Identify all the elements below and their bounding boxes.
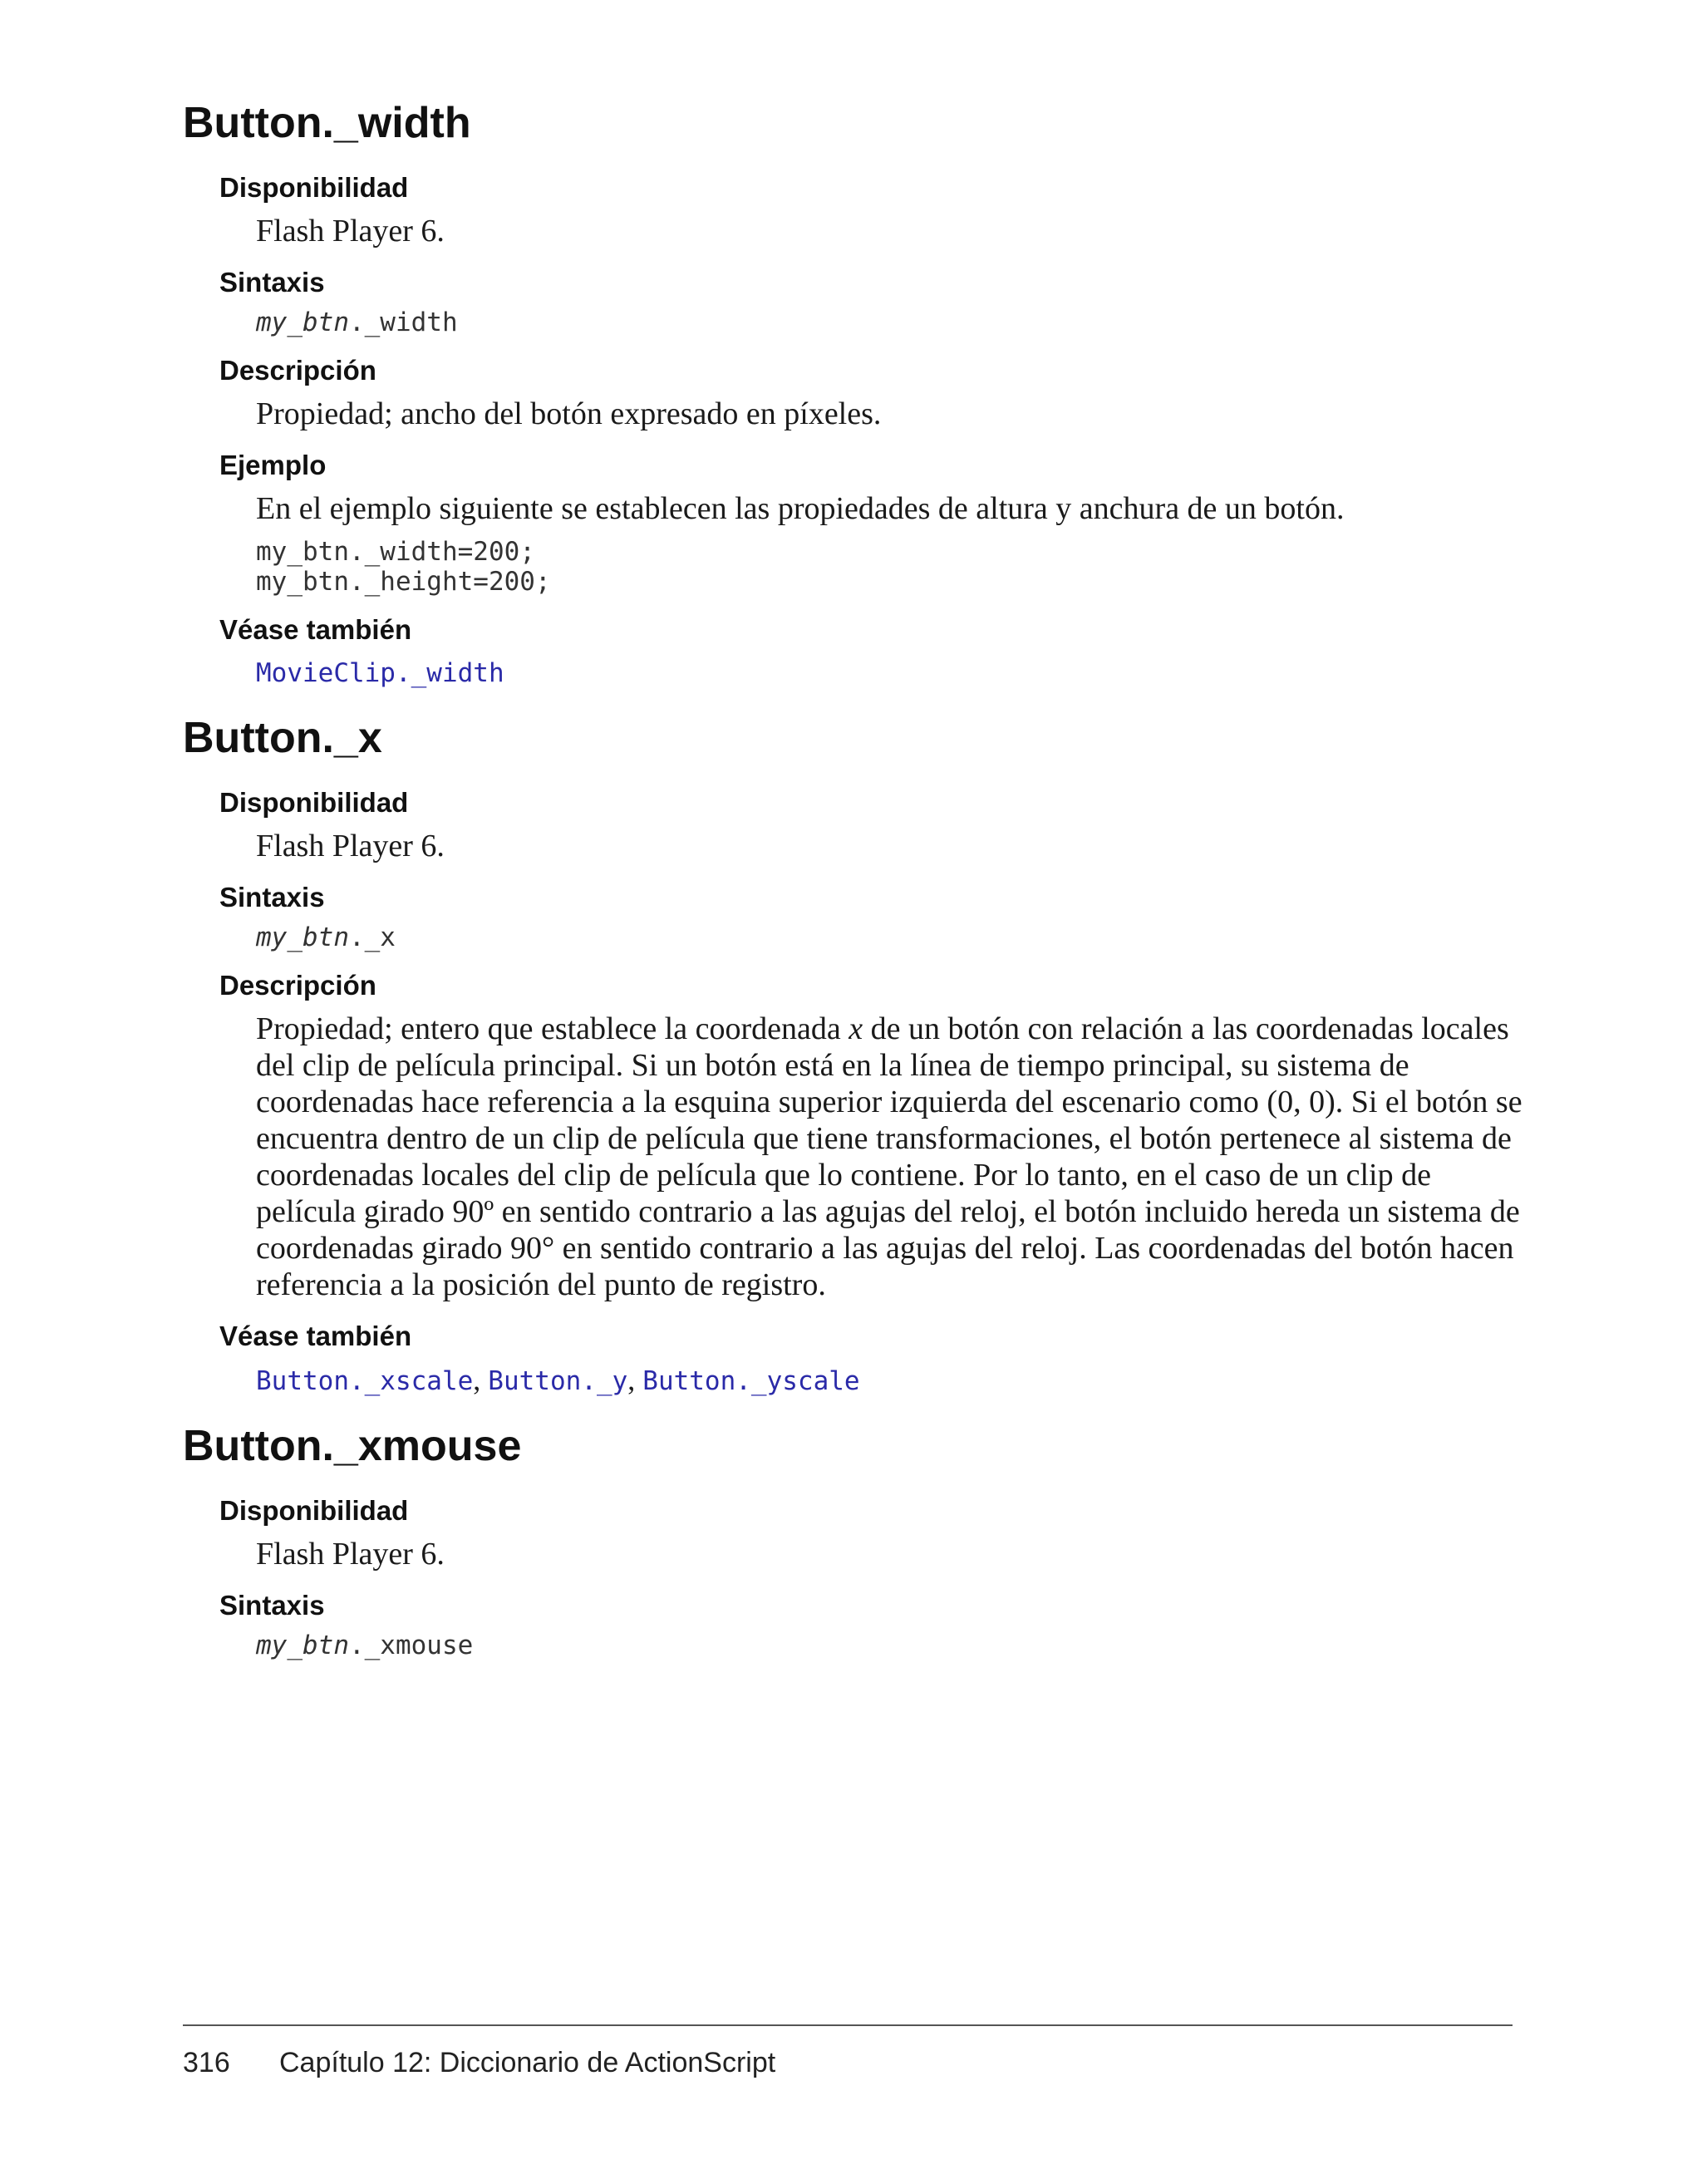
description-text (256, 1011, 1527, 1303)
syntax-object: my_btn (256, 1631, 349, 1660)
link-separator: , (473, 1363, 489, 1396)
availability-heading: Disponibilidad (219, 172, 409, 203)
syntax-heading: Sintaxis (219, 1590, 325, 1621)
example-heading: Ejemplo (219, 450, 327, 480)
entry-title-button-xmouse: Button._xmouse (183, 1422, 522, 1470)
entry-button-xmouse (219, 1494, 1513, 1660)
availability-text: Flash Player 6. (256, 214, 445, 248)
entry-button-x (219, 786, 1522, 1398)
see-also-links (256, 1363, 1513, 1398)
document-page (183, 98, 1522, 1677)
syntax-object: my_btn (256, 307, 349, 337)
see-also-link-movieclip-width[interactable]: MovieClip._width (256, 658, 504, 688)
page-footer (183, 2046, 775, 2079)
syntax-heading: Sintaxis (219, 267, 325, 298)
availability-text: Flash Player 6. (256, 829, 445, 863)
availability-heading: Disponibilidad (219, 787, 409, 818)
syntax-property: ._width (348, 307, 458, 337)
example-text: En el ejemplo siguiente se establecen las propiedades de altura y anchura de un botón. (256, 491, 1345, 526)
syntax-code (256, 922, 1513, 952)
footer-divider (183, 2024, 1513, 2026)
syntax-code (256, 307, 1513, 337)
entry-title-button-x: Button._x (183, 714, 382, 762)
syntax-property: ._x (348, 922, 396, 952)
example-code: my_btn._width=200; my_btn._height=200; (256, 537, 551, 597)
description-heading: Descripción (219, 355, 376, 386)
description-part-1: Propiedad; entero que establece la coordenada (256, 1011, 849, 1046)
description-heading: Descripción (219, 970, 376, 1001)
description-part-2: de un botón con relación a las coordenadas locales del clip de película principal. Si un botón está en la línea de tiempo principal, su sistema de coordenadas hace referencia a la esquina superior izquierda del escenario como (0, 0). Si el botón se encuentra dentro de un clip de película que tiene transformaciones, el botón pertenece al sistema de coordenadas locales del clip de película que lo contiene. Por lo tanto, en el caso de un clip de película girado 90º en sentido contrario a las agujas del reloj, el botón incluido hereda un sistema de coordenadas girado 90° en sentido contrario a las agujas del reloj. Las coordenadas del botón hacen referencia a la posición del punto de registro. (256, 1011, 1522, 1302)
syntax-heading: Sintaxis (219, 882, 325, 912)
chapter-title: Capítulo 12: Diccionario de ActionScript (279, 2047, 776, 2078)
link-separator: , (627, 1363, 643, 1396)
entry-title-button-width: Button._width (183, 99, 471, 147)
availability-heading: Disponibilidad (219, 1495, 409, 1526)
see-also-heading: Véase también (219, 1321, 412, 1351)
page-number: 316 (183, 2047, 230, 2078)
syntax-property: ._xmouse (348, 1631, 474, 1660)
syntax-object: my_btn (256, 922, 349, 952)
availability-text: Flash Player 6. (256, 1537, 445, 1572)
syntax-code (256, 1631, 1513, 1660)
description-emphasis: x (849, 1011, 863, 1046)
see-also-heading: Véase también (219, 614, 412, 645)
see-also-link-button-yscale[interactable]: Button._yscale (642, 1366, 860, 1396)
see-also-link-button-y[interactable]: Button._y (488, 1366, 628, 1396)
entry-button-width (219, 171, 1513, 690)
see-also-links (256, 657, 1513, 690)
description-text: Propiedad; ancho del botón expresado en píxeles. (256, 396, 882, 431)
see-also-link-button-xscale[interactable]: Button._xscale (256, 1366, 474, 1396)
